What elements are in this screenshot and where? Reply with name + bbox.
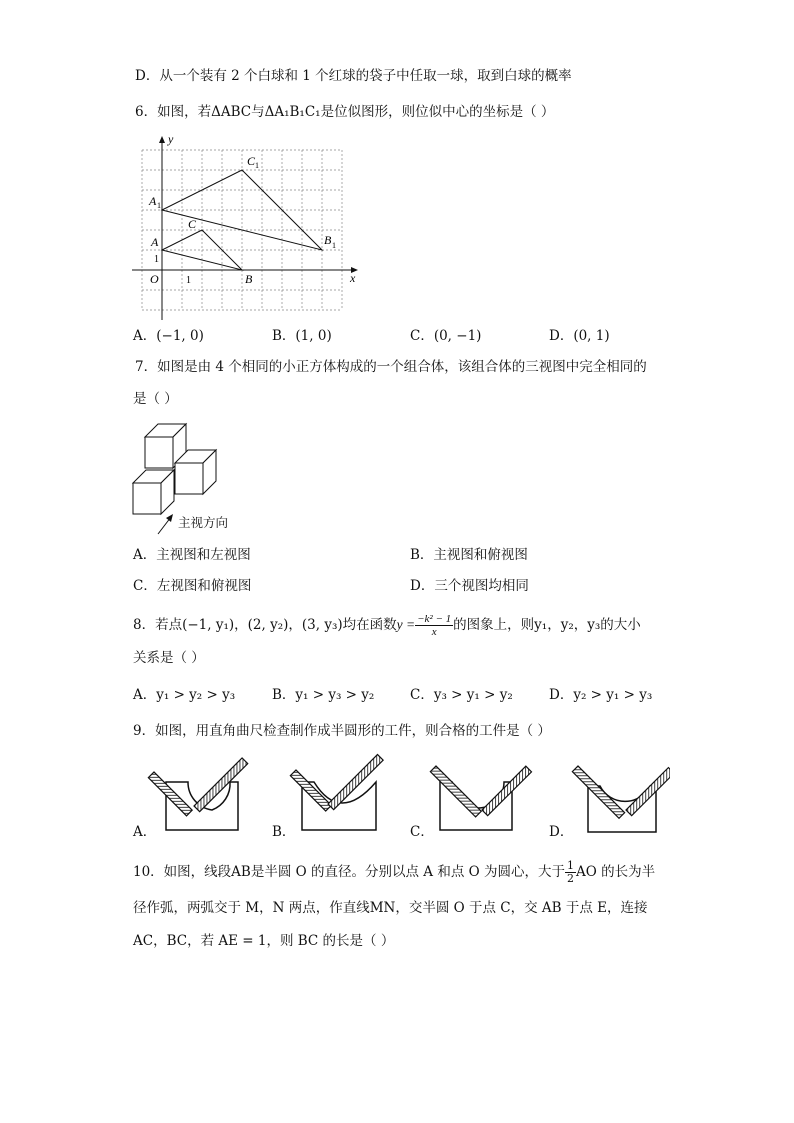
q6-option-c: C．(0, −1)	[410, 328, 482, 344]
q10-line1-a: 10．如图，线段AB是半圆 O 的直径。分别以点 A 和点 O 为圆心，大于	[133, 864, 565, 880]
q7-stem-line1: 7．如图是由 4 个相同的小正方体构成的一个组合体，该组合体的三视图中完全相同的	[135, 359, 647, 375]
q9-stem: 9．如图，用直角曲尺检查制作成半圆形的工件，则合格的工件是（ ）	[133, 723, 551, 739]
q6-option-b: B．(1, 0)	[272, 328, 332, 344]
q8-option-d: D．y₂ > y₁ > y₃	[549, 687, 653, 703]
q8-fn-fraction	[415, 613, 453, 638]
q8-option-a: A．y₁ > y₂ > y₃	[133, 687, 236, 703]
q10-fraction	[565, 860, 576, 885]
q9-figure-c	[430, 766, 531, 830]
q7-option-c: C．左视图和俯视图	[133, 578, 252, 594]
q9-label-d: D．	[549, 824, 574, 840]
x-unit-label: 1	[186, 275, 191, 286]
q9-label-c: C．	[410, 824, 434, 840]
y-axis-label: y	[168, 132, 174, 146]
y-unit-label: 1	[154, 254, 159, 265]
point-b1-subscript: 1	[332, 241, 336, 250]
q5-option-d: D．从一个装有 2 个白球和 1 个红球的袋子中任取一球，取到白球的概率	[135, 68, 572, 84]
q7-stem-line2: 是（ ）	[133, 391, 178, 407]
q8-stem-line2: 关系是（ ）	[133, 650, 205, 666]
q10-line2: 径作弧，两弧交于 M，N 两点，作直线MN，交半圆 O 于点 C，交 AB 于点 E，连接	[133, 900, 648, 916]
point-c-label: C	[188, 217, 197, 231]
q10-line3: AC，BC，若 AE = 1，则 BC 的长是（ ）	[133, 933, 395, 949]
q8-fn-den: x	[431, 626, 437, 638]
q7-option-d: D．三个视图均相同	[410, 578, 529, 594]
q10-frac-num: 1	[566, 859, 574, 872]
q8-fn-num: −k² − 1	[417, 613, 452, 625]
point-b-label: B	[245, 272, 253, 286]
point-a1-label: A	[149, 194, 157, 208]
q10-frac-den: 2	[566, 872, 574, 885]
q9-figure-a	[148, 758, 247, 830]
q9-label-a: A．	[133, 824, 157, 840]
point-a1-subscript: 1	[157, 201, 161, 210]
x-axis-label: x	[350, 271, 356, 285]
q6-option-a: A．(−1, 0)	[133, 328, 204, 344]
q9-figures	[130, 752, 670, 842]
q8-option-c: C．y₃ > y₁ > y₂	[410, 687, 513, 703]
point-c1-label: C	[247, 154, 256, 168]
q10-line1	[133, 858, 655, 886]
point-c1-subscript: 1	[255, 161, 259, 170]
q8-stem-b: 的图象上，则y₁，y₂，y₃的大小	[453, 617, 641, 633]
q9-label-b: B．	[272, 824, 296, 840]
q9-figure-b	[290, 755, 383, 830]
q8-option-b: B．y₁ > y₃ > y₂	[272, 687, 375, 703]
q7-option-a: A．主视图和左视图	[133, 547, 251, 563]
q7-direction-label: 主视方向	[178, 515, 229, 530]
q7-option-b: B．主视图和俯视图	[410, 547, 528, 563]
origin-label: O	[150, 272, 159, 286]
q9-figure-d	[572, 766, 670, 832]
point-a-label: A	[151, 235, 159, 249]
q6-option-d: D．(0, 1)	[549, 328, 610, 344]
q8-fn-lhs: y =	[396, 617, 416, 632]
q8-stem-a: 8．若点(−1, y₁)，(2, y₂)，(3, y₃)均在函数	[133, 617, 397, 633]
point-b1-label: B	[324, 233, 332, 247]
q6-stem: 6．如图，若ΔABC与ΔA₁B₁C₁是位似图形，则位似中心的坐标是（ ）	[135, 104, 555, 120]
q10-line1-b: AO 的长为半	[575, 864, 656, 880]
q8-stem-line1	[133, 612, 641, 638]
q6-coordinate-graph	[130, 130, 370, 330]
